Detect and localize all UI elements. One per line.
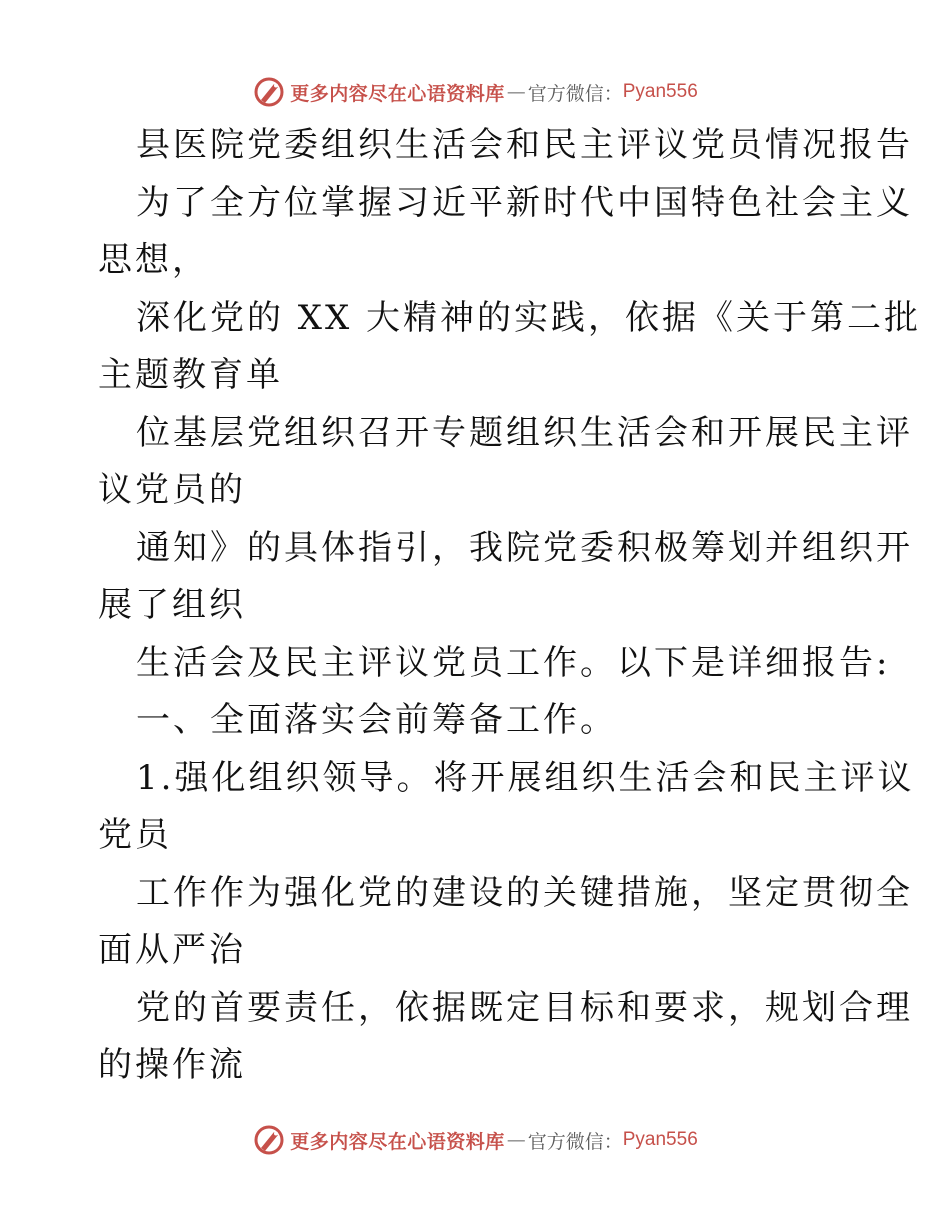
document-text-line: 展了组织 [98,585,246,625]
document-text-line: 1.强化组织领导。将开展组织生活会和民主评议 [136,757,915,798]
banner-wechat-id: Pyan556 [622,81,698,102]
footer-watermark-banner [0,1118,950,1162]
pen-logo-icon [252,1123,286,1157]
document-text-line: 主题教育单 [98,355,283,395]
document-text-line: 工作作为强化党的建设的关键措施，坚定贯彻全 [136,872,913,913]
document-text-line: 思想， [98,240,209,280]
document-text-line: 一、全面落实会前筹备工作。 [136,700,617,740]
header-watermark-banner [0,70,950,114]
document-text-line: 面从严治 [98,930,246,970]
document-text-line: 为了全方位掌握习近平新时代中国特色社会主义 [136,182,913,223]
document-text-line: 生活会及民主评议党员工作。以下是详细报告: [136,642,891,683]
document-body [98,117,922,1095]
pen-logo-icon [252,75,286,109]
document-text-line: 位基层党组织召开专题组织生活会和开展民主评 [136,412,913,453]
banner-wechat-label: 官方微信： [527,82,623,105]
banner-site-text: 更多内容尽在心语资料库 [290,82,505,105]
document-text-line: 的操作流 [98,1045,246,1085]
banner-site-text: 更多内容尽在心语资料库 [290,1130,505,1153]
document-text-line: 党的首要责任，依据既定目标和要求，规划合理 [136,987,913,1028]
document-text-line: 县医院党委组织生活会和民主评议党员情况报告 [136,125,913,165]
document-text-line: 深化党的 XX 大精神的实践，依据《关于第二批 [136,297,922,338]
document-text-line: 通知》的具体指引，我院党委积极筹划并组织开 [136,527,913,568]
banner-dash: — [506,81,526,103]
banner-wechat-id: Pyan556 [622,1129,698,1150]
banner-dash: — [506,1129,526,1151]
banner-wechat-label: 官方微信： [527,1130,623,1153]
document-text-line: 党员 [98,815,172,855]
document-text-line: 议党员的 [98,470,246,510]
